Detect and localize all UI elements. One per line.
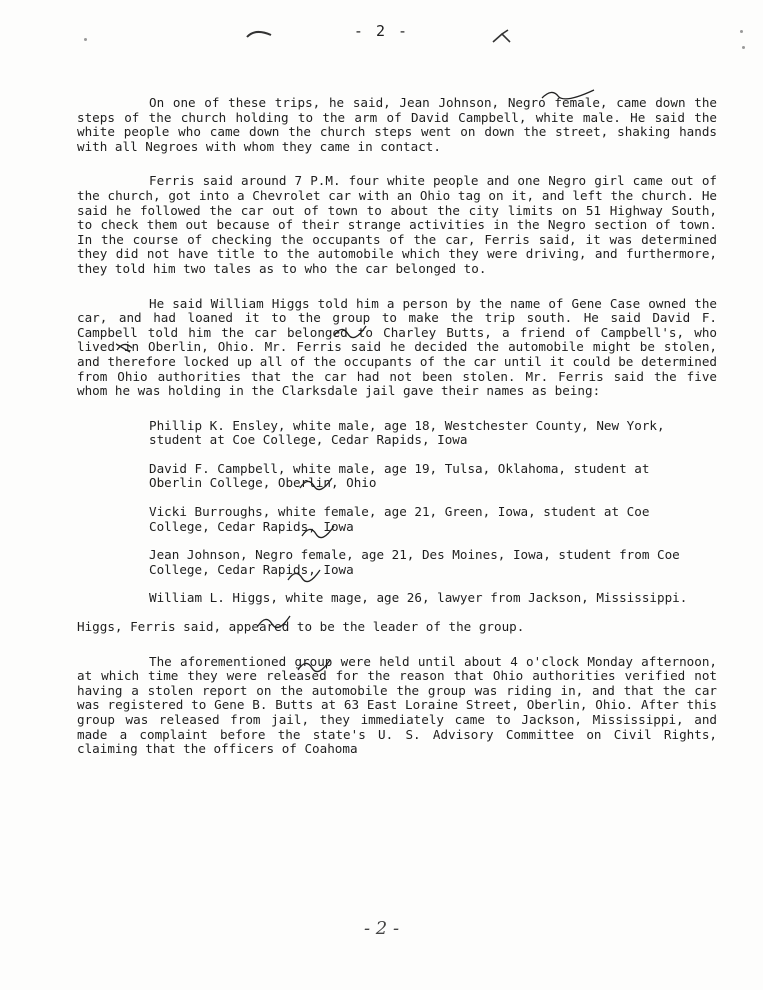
paragraph: The aforementioned group were held until about 4 o'clock Monday afternoon, at which time they were released for the reason that Ohio authorities verified not having a stolen report on the automobile the group was riding in, and that the car was registered to Gene B. Butts at 63 East Loraine Street, Oberlin, Ohio. After this group was released from jail, they immediately came to Jackson, Mississippi, and made a complaint before the state's U. S. Advisory Committee on Civil Rights, claiming that the officers of Coahoma <box>77 653 717 757</box>
paragraph: On one of these trips, he said, Jean Johnson, Negro female, came down the steps of the church holding to the arm of David Campbell, white male. He said the white people who came down the church steps went on down the street, shaking hands with all Negroes with whom they came in contact. <box>77 95 717 154</box>
person-entry: Phillip K. Ensley, white male, age 18, Westchester County, New York, student at Coe College, Cedar Rapids, Iowa <box>149 417 665 448</box>
paragraph: He said William Higgs told him a person by the name of Gene Case owned the car, and had loaned it to the group to make the trip south. He said David F. Campbell told him the car belonged to Charley Butts, a friend of Campbell's, who lived in Oberlin, Ohio. Mr. Ferris said he decided the automobile might be stolen, and therefore locked up all of the occupants of the car until it could be determined from Ohio authorities that the car had not been stolen. Mr. Ferris said the five whom he was holding in the Clarksdale jail gave their names as being: <box>77 295 717 399</box>
person-entry: Jean Johnson, Negro female, age 21, Des Moines, Iowa, student from Coe College, Cedar Rapids, Iowa <box>149 547 680 577</box>
page-number-footer: - 2 - <box>363 918 400 939</box>
document-body <box>77 96 717 777</box>
person-entry: William L. Higgs, white mage, age 26, lawyer from Jackson, Mississippi. <box>149 590 688 606</box>
paragraph: Higgs, Ferris said, appeared to be the leader of the group. <box>77 619 525 635</box>
scan-speck <box>742 46 745 49</box>
paragraph: Ferris said around 7 P.M. four white people and one Negro girl came out of the church, got into a Chevrolet car with an Ohio tag on it, and left the church. He said he followed the car out of town to about the city limits on 51 Highway South, to check them out because of their strange activities in the Negro section of town. In the course of checking the occupants of the car, Ferris said, it was determined they did not have title to the automobile which they were driving, and furthermore, they told him two tales as to who the car belonged to. <box>77 173 717 276</box>
person-entry: Vicki Burroughs, white female, age 21, Green, Iowa, student at Coe College, Cedar Rapids, Iowa <box>149 504 650 534</box>
page-number-header: - 2 - <box>353 22 410 40</box>
person-entry: David F. Campbell, white male, age 19, Tulsa, Oklahoma, student at Oberlin College, Oberlin, Ohio <box>149 460 650 491</box>
